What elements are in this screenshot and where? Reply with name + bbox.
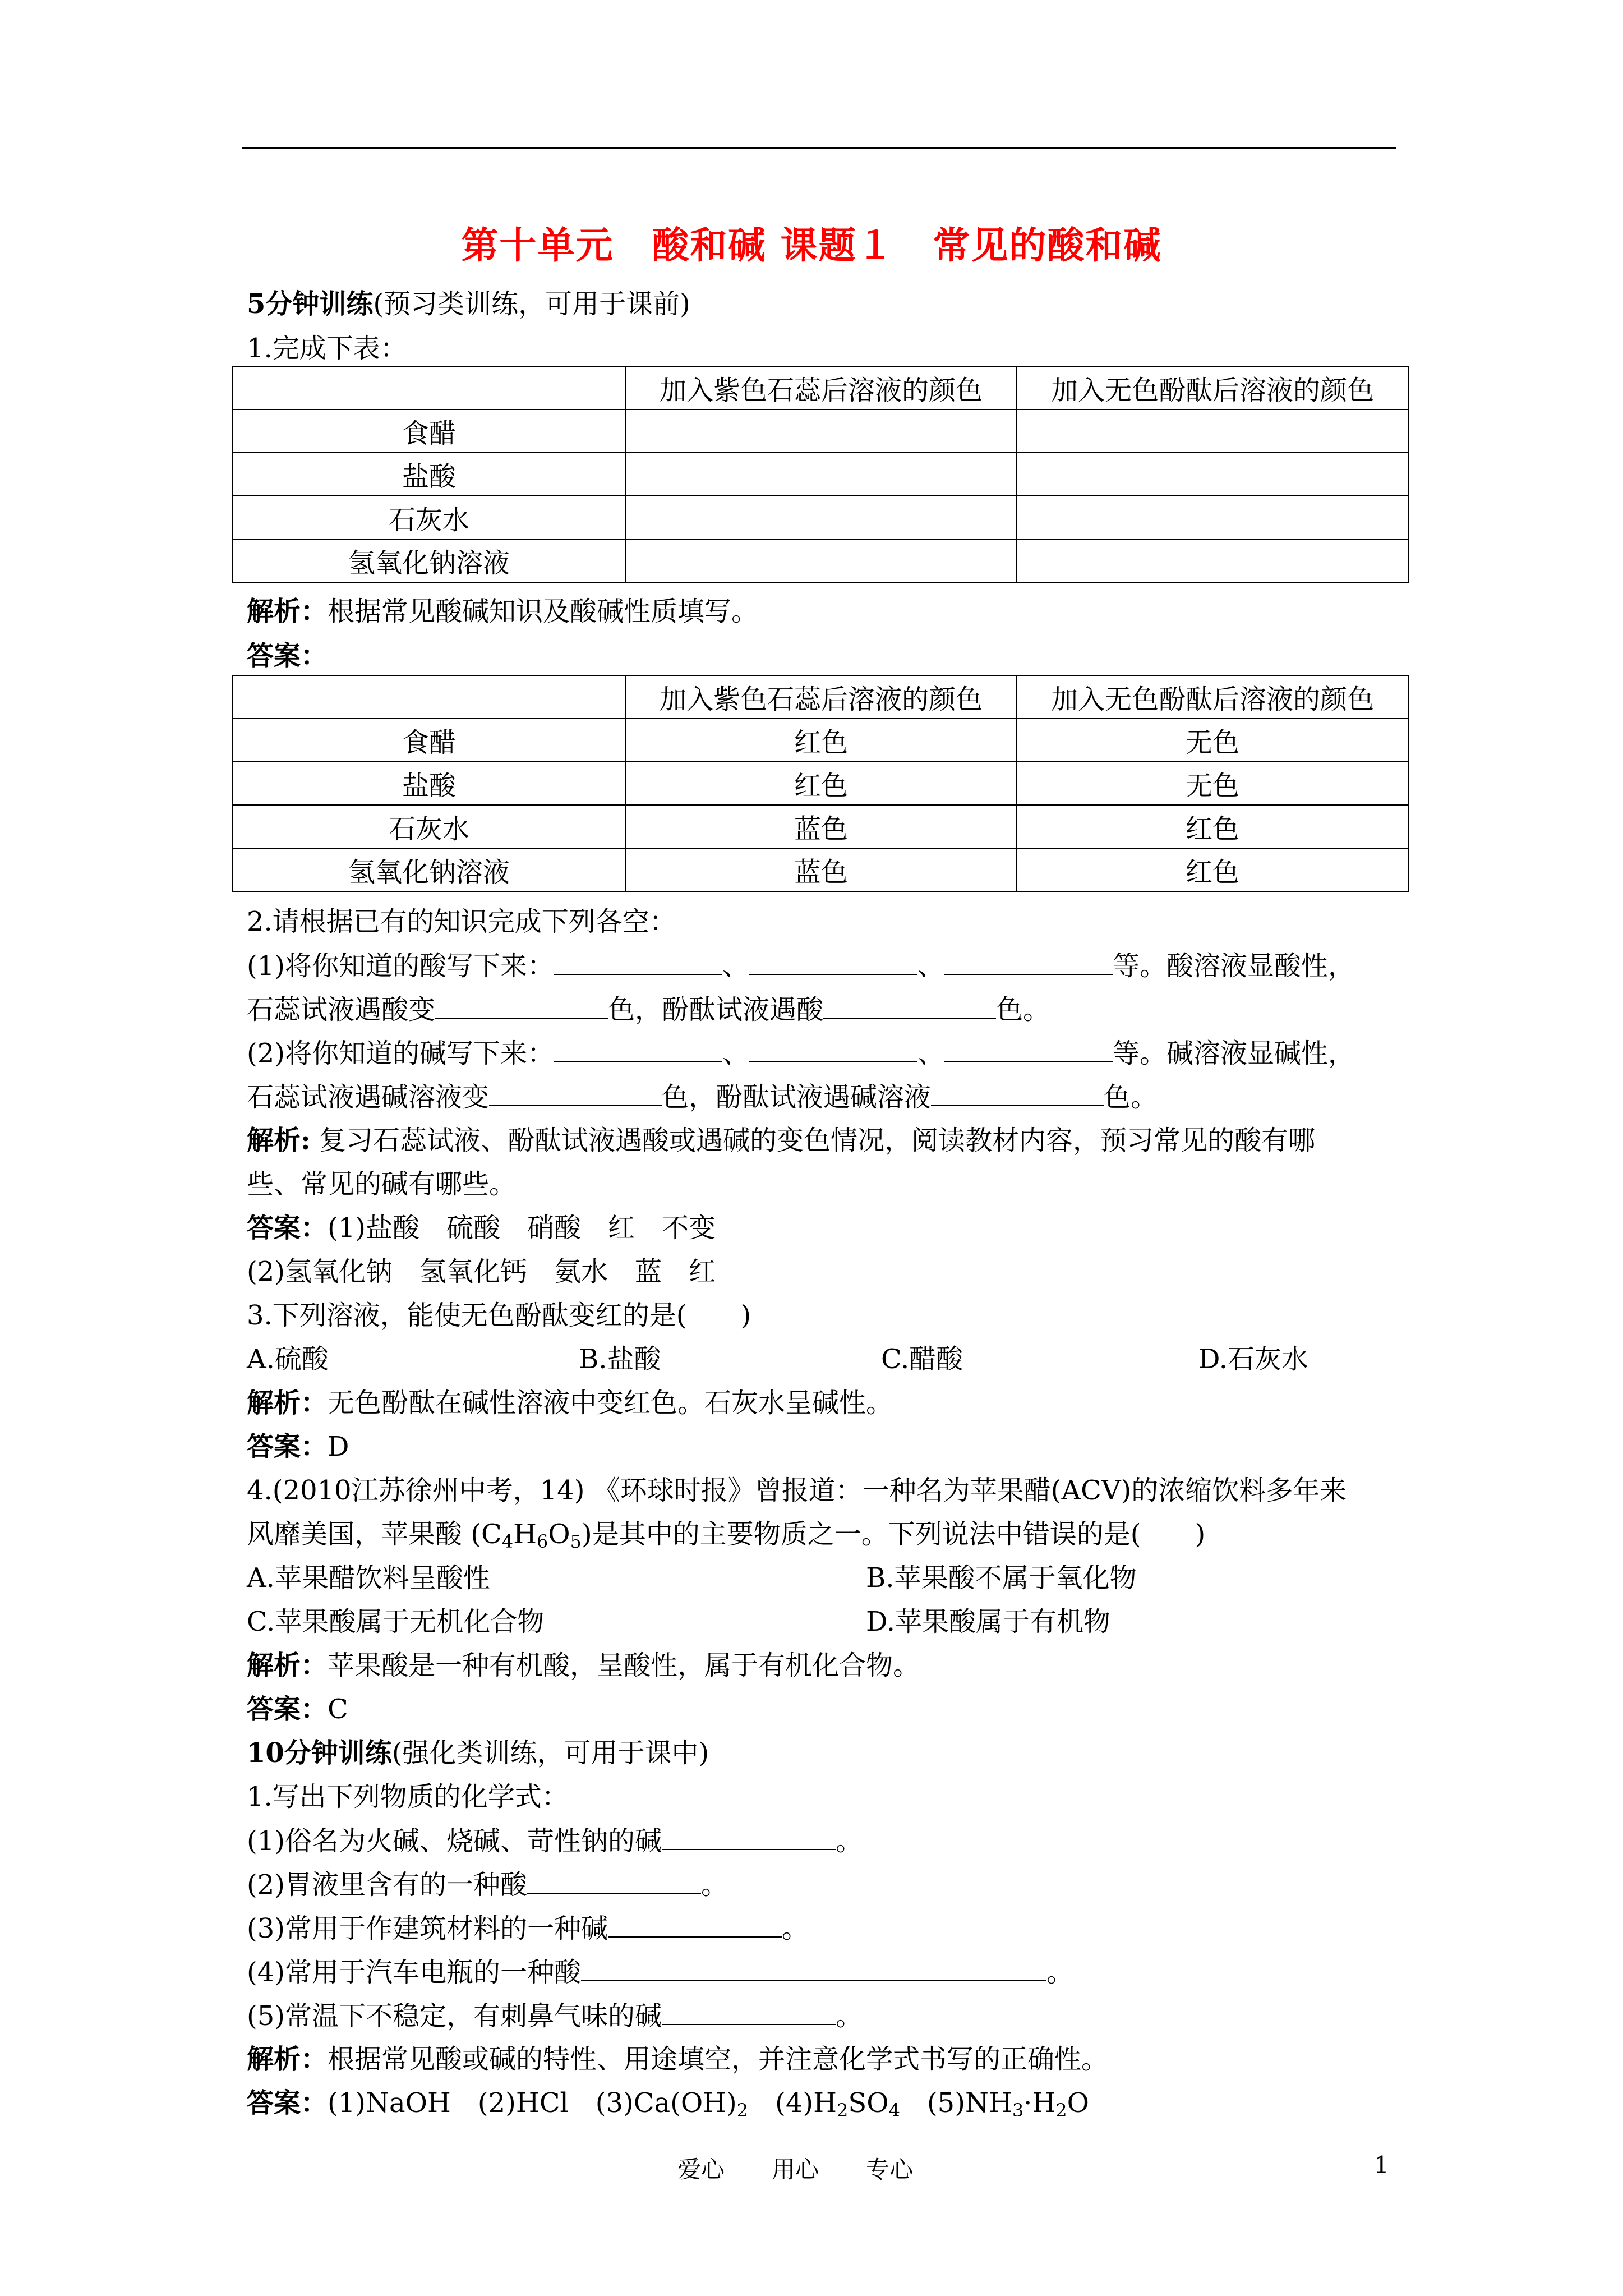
- table-header-cell: 加入无色酚酞后溶液的颜色: [1017, 675, 1408, 719]
- analysis-text: 苹果酸是一种有机酸，呈酸性，属于有机化合物。: [328, 1650, 920, 1681]
- item-text: (5)常温下不稳定，有刺鼻气味的碱: [247, 2000, 662, 2032]
- table-cell: 氢氧化钠溶液: [233, 848, 625, 891]
- q2-1a-end: 等。酸溶液显酸性，: [1113, 950, 1355, 982]
- table-cell: 食醋: [233, 719, 625, 762]
- answer-blank[interactable]: [931, 1079, 1104, 1106]
- table-header-cell: 加入无色酚酞后溶液的颜色: [1017, 366, 1408, 409]
- table-header-cell: 加入紫色石蕊后溶液的颜色: [625, 366, 1017, 409]
- table-row: [233, 539, 1408, 582]
- q2-2a-end: 等。碱溶液显碱性，: [1113, 1038, 1355, 1069]
- table-cell: 红色: [1017, 805, 1408, 848]
- q2-2a-text: (2)将你知道的碱写下来：: [247, 1038, 554, 1069]
- q2-1b-end: 色。: [996, 994, 1050, 1025]
- subscript: 2: [736, 2100, 749, 2121]
- answer-blank[interactable]: [662, 1998, 836, 2025]
- q2-analysis-line-1: [247, 1123, 1315, 1158]
- blank-table: [232, 366, 1409, 583]
- table-cell: 蓝色: [625, 805, 1017, 848]
- section2-heading-line: [247, 1736, 709, 1770]
- answer-blank[interactable]: [527, 1867, 701, 1894]
- answer-text: D: [328, 1431, 349, 1462]
- table-cell: 无色: [1017, 762, 1408, 805]
- item-text: (4)常用于汽车电瓶的一种酸: [247, 1957, 581, 1988]
- answer-text: ·H: [1023, 2087, 1056, 2119]
- q2-analysis-line-2: 些、常见的碱有哪些。: [247, 1168, 517, 1200]
- table-row: [233, 762, 1408, 805]
- section1-heading: 5分钟训练: [247, 288, 374, 320]
- answer-blank[interactable]: [554, 1036, 722, 1062]
- table-cell: 石灰水: [233, 805, 625, 848]
- s2q1-item: [247, 1954, 1073, 1990]
- table-cell: [1017, 539, 1408, 582]
- q4-text-c: O: [548, 1519, 570, 1550]
- table-row: [233, 453, 1408, 496]
- table-cell: [625, 539, 1017, 582]
- q4-line-1: 4.(2010江苏徐州中考，14) 《环球时报》曾报道：一种名为苹果醋(ACV)的浓缩饮料多年来: [247, 1475, 1347, 1506]
- q2-2b-end: 色。: [1104, 1082, 1158, 1113]
- answer-text: (1)盐酸 硫酸 硝酸 红 不变: [328, 1212, 716, 1244]
- table-cell: 盐酸: [233, 453, 625, 496]
- table-row: [233, 805, 1408, 848]
- answer-blank[interactable]: [435, 992, 608, 1019]
- analysis-label: 解析：: [247, 1387, 328, 1419]
- q3-option-b: B.盐酸: [579, 1343, 661, 1375]
- subscript: 2: [837, 2100, 849, 2121]
- q3-answer: [247, 1429, 349, 1464]
- answer-blank[interactable]: [749, 948, 917, 975]
- separator: 、: [722, 1038, 750, 1069]
- q3-option-c: C.醋酸: [881, 1343, 963, 1375]
- section2-note: (强化类训练，可用于课中): [391, 1737, 709, 1769]
- analysis-label: 解析：: [247, 1650, 328, 1681]
- answer-text: (1)NaOH (2)HCl (3)Ca(OH): [328, 2087, 737, 2119]
- q4-text-a: 风靡美国，苹果酸 (C: [247, 1519, 502, 1550]
- answer-blank[interactable]: [944, 1036, 1113, 1062]
- analysis-text: 无色酚酞在碱性溶液中变红色。石灰水呈碱性。: [328, 1387, 893, 1419]
- answer-text: SO: [848, 2087, 889, 2119]
- analysis-text: 复习石蕊试液、酚酞试液遇酸或遇碱的变色情况，阅读教材内容，预习常见的酸有哪: [310, 1125, 1315, 1156]
- answer-text: (4)H: [748, 2087, 837, 2119]
- table-cell: [1017, 453, 1408, 496]
- section1-heading-line: [247, 287, 690, 321]
- s2q1-text: 1.写出下列物质的化学式：: [247, 1781, 569, 1812]
- q4-option-a: A.苹果醋饮料呈酸性: [247, 1562, 490, 1594]
- page-number: 1: [1374, 2151, 1389, 2179]
- period: 。: [836, 2000, 863, 2032]
- q2-1b-mid: 色，酚酞试液遇酸: [608, 994, 824, 1025]
- answer-blank[interactable]: [823, 992, 996, 1019]
- q2-1-line-b: [247, 992, 1050, 1027]
- q4-analysis: [247, 1648, 920, 1683]
- answer-blank[interactable]: [749, 1036, 917, 1062]
- subscript: 4: [501, 1531, 514, 1552]
- analysis-text: 根据常见酸碱知识及酸碱性质填写。: [328, 596, 759, 627]
- q2-2b-mid: 色，酚酞试液遇碱溶液: [662, 1082, 932, 1113]
- page-title: 第十单元 酸和碱 课题１ 常见的酸和碱: [461, 223, 1162, 267]
- answer-table: [232, 675, 1409, 892]
- table-cell: 食醋: [233, 409, 625, 453]
- answer-text: O: [1067, 2087, 1090, 2119]
- table-cell: [1017, 496, 1408, 539]
- q3-option-d: D.石灰水: [1198, 1343, 1309, 1375]
- q2-answer-line-1: [247, 1211, 716, 1245]
- q1-text: 1.完成下表：: [247, 333, 407, 364]
- section1-note: (预习类训练，可用于课前): [373, 288, 690, 320]
- analysis-label: 解析：: [247, 596, 328, 627]
- q4-text-b: H: [513, 1519, 537, 1550]
- table-cell: 无色: [1017, 719, 1408, 762]
- q2-text: 2.请根据已有的知识完成下列各空：: [247, 906, 676, 937]
- table-cell: [625, 496, 1017, 539]
- subscript: 6: [536, 1531, 548, 1552]
- answer-blank[interactable]: [581, 1954, 1046, 1981]
- table-cell: 红色: [625, 719, 1017, 762]
- q3-option-a: A.硫酸: [247, 1343, 329, 1375]
- q3-text: 3.下列溶液，能使无色酚酞变红的是( ): [247, 1300, 751, 1331]
- table-header-row: [233, 366, 1408, 409]
- table-row: [233, 496, 1408, 539]
- q4-line-2: [247, 1517, 1205, 1559]
- q4-option-d: D.苹果酸属于有机物: [866, 1606, 1111, 1637]
- answer-text: C: [328, 1694, 348, 1725]
- s2q1-item: [247, 1867, 728, 1902]
- q2-1b-start: 石蕊试液遇酸变: [247, 994, 436, 1025]
- table-cell: [625, 453, 1017, 496]
- q1-answer-label: 答案：: [247, 640, 328, 671]
- section2-heading: 10分钟训练: [247, 1737, 392, 1769]
- q2-2b-start: 石蕊试液遇碱溶液变: [247, 1082, 490, 1113]
- table-cell: 红色: [625, 762, 1017, 805]
- q2-1a-text: (1)将你知道的酸写下来：: [247, 950, 554, 982]
- table-cell: 盐酸: [233, 762, 625, 805]
- table-cell: [625, 409, 1017, 453]
- item-text: (3)常用于作建筑材料的一种碱: [247, 1913, 608, 1944]
- table-row: [233, 719, 1408, 762]
- analysis-text: 根据常见酸或碱的特性、用途填空，并注意化学式书写的正确性。: [328, 2044, 1109, 2075]
- answer-blank[interactable]: [944, 948, 1113, 975]
- subscript: 2: [1055, 2100, 1067, 2121]
- separator: 、: [722, 950, 750, 982]
- s2q1-item: [247, 1911, 809, 1946]
- table-cell: 石灰水: [233, 496, 625, 539]
- separator: 、: [917, 950, 945, 982]
- q4-option-b: B.苹果酸不属于氧化物: [866, 1562, 1137, 1594]
- answer-blank[interactable]: [489, 1079, 662, 1106]
- q2-1-line-a: [247, 948, 1355, 983]
- answer-blank[interactable]: [608, 1911, 782, 1938]
- answer-label: 答案：: [247, 1694, 328, 1725]
- footer-motto: 爱心 用心 专心: [677, 2156, 914, 2183]
- period: 。: [701, 1869, 728, 1901]
- period: 。: [782, 1913, 809, 1944]
- subscript: 3: [1012, 2100, 1024, 2121]
- table-cell: [1017, 409, 1408, 453]
- table-header-cell: 加入紫色石蕊后溶液的颜色: [625, 675, 1017, 719]
- period: 。: [836, 1825, 863, 1857]
- q4-option-c: C.苹果酸属于无机化合物: [247, 1606, 545, 1637]
- table-header-row: [233, 675, 1408, 719]
- answer-label: 答案：: [247, 1431, 328, 1462]
- table-header-cell: [233, 366, 625, 409]
- header-rule: [242, 147, 1396, 149]
- period: 。: [1046, 1957, 1074, 1988]
- answer-blank[interactable]: [662, 1823, 836, 1850]
- answer-blank[interactable]: [554, 948, 722, 975]
- q2-answer-line-2: (2)氢氧化钠 氢氧化钙 氨水 蓝 红: [247, 1256, 716, 1287]
- separator: 、: [917, 1038, 945, 1069]
- s2q1-item: [247, 1998, 863, 2033]
- table-row: [233, 848, 1408, 891]
- table-cell: 氢氧化钠溶液: [233, 539, 625, 582]
- answer-text: (5)NH: [900, 2087, 1012, 2119]
- table-cell: 红色: [1017, 848, 1408, 891]
- q4-text-d: )是其中的主要物质之一。下列说法中错误的是( ): [582, 1519, 1206, 1550]
- subscript: 5: [570, 1531, 582, 1552]
- item-text: (2)胃液里含有的一种酸: [247, 1869, 527, 1901]
- q3-analysis: [247, 1386, 893, 1420]
- subscript: 4: [888, 2100, 900, 2121]
- analysis-label: 解析：: [247, 2044, 328, 2075]
- q4-answer: [247, 1692, 348, 1727]
- item-text: (1)俗名为火碱、烧碱、苛性钠的碱: [247, 1825, 662, 1857]
- table-cell: 蓝色: [625, 848, 1017, 891]
- table-row: [233, 409, 1408, 453]
- q2-2-line-a: [247, 1036, 1355, 1071]
- answer-label: 答案：: [247, 2087, 328, 2119]
- answer-label: 答案：: [247, 1212, 328, 1244]
- q1-analysis: [247, 594, 758, 629]
- analysis-label: 解析:: [247, 1125, 311, 1156]
- s2q1-item: [247, 1823, 863, 1858]
- s2q1-answer: [247, 2086, 1089, 2128]
- table-header-cell: [233, 675, 625, 719]
- q2-2-line-b: [247, 1079, 1158, 1115]
- s2q1-analysis: [247, 2042, 1108, 2077]
